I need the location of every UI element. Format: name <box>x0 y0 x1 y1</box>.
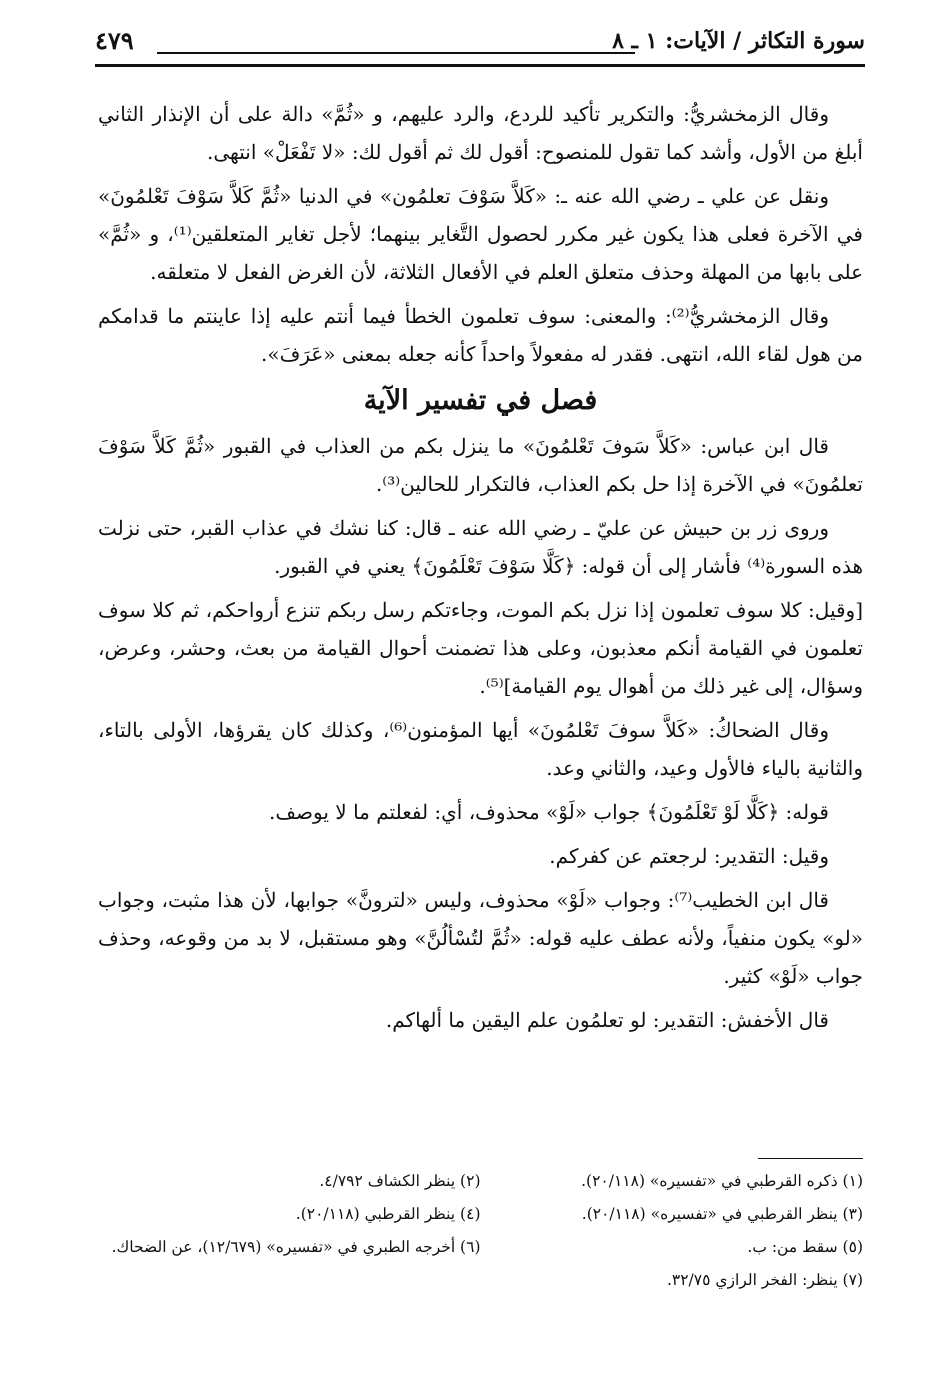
footnote-row <box>98 1264 863 1297</box>
paragraph: وقال الزمخشريُّ: والتكرير تأكيد للردع، والرد عليهم، و «ثُمَّ» دالة على أن الإنذار الثاني أبلغ من الأول، وأشد كما تقول للمنصوح: أقول لك ثم أقول لك: «لا تَفْعَلْ» انتهى. <box>98 102 863 164</box>
footnote: (١) ذكره القرطبي في «تفسيره» (٢٠/١١٨). <box>581 1172 863 1190</box>
paragraph: وقال الضحاكُ: «كَلاَّ سوفَ تَعْلمُونَ» أيها المؤمنون⁽⁶⁾، وكذلك كان يقرؤها، الأولى بالتاء، والثانية بالياء فالأول وعيد، والثاني وعد. <box>98 718 863 780</box>
footnote: (٣) ينظر القرطبي في «تفسيره» (٢٠/١١٨). <box>581 1205 863 1223</box>
paragraph: [وقيل: كلا سوف تعلمون إذا نزل بكم الموت، وجاءتكم رسل ربكم تنزع أرواحكم، ثم كلا سوف تعلمون في القيامة أنكم معذبون، وعلى هذا تضمنت أحوال القيامة من بعث، وحشر، وعرض، وسؤال، إلى غير ذلك من أهوال يوم القيامة]⁽⁵⁾. <box>98 598 863 698</box>
footnote: (٤) ينظر القرطبي (٢٠/١١٨). <box>295 1205 481 1223</box>
section-heading: فصل في تفسير الآية <box>363 385 598 416</box>
footnote: (٢) ينظر الكشاف ٤/٧٩٢. <box>319 1172 481 1190</box>
footnote-row <box>98 1165 863 1198</box>
page-body <box>98 95 863 1045</box>
footnote-row <box>98 1198 863 1231</box>
paragraph: قال ابن عباس: «كَلاَّ سَوفَ تَعْلمُونَ» ما ينزل بكم من العذاب في القبور «ثُمَّ كَلاَّ سَوْفَ تعلمُونَ» في الآخرة إذا حل بكم العذاب، فالتكرار للحالين⁽³⁾. <box>98 434 863 496</box>
header-underline <box>95 64 865 67</box>
paragraph: قال الأخفش: التقدير: لو تعلمُون علم اليقين ما ألهاكم. <box>385 1008 829 1032</box>
footnotes <box>98 1158 863 1297</box>
paragraph: وقال الزمخشريُّ⁽²⁾: والمعنى: سوف تعلمون الخطأ فيما أنتم عليه إذا عاينتم ما قدامكم من هول لقاء الله، انتهى. فقدر له مفعولاً واحداً كأنه جعله بمعنى «عَرَفَ». <box>98 304 863 366</box>
paragraph: ونقل عن علي ـ رضي الله عنه ـ: «كَلاَّ سَوْفَ تعلمُون» في الدنيا «ثُمَّ كَلاَّ سَوْفَ تَعْلمُونَ» في الآخرة فعلى هذا يكون غير مكرر لحصول التَّغاير بينهما؛ لأجل تغاير المتعلقين⁽¹⁾، و «ثُمَّ» على بابها من المهلة وحذف متعلق العلم في الأفعال الثلاثة، لأن الغرض الفعل لا متعلقه. <box>98 184 863 284</box>
footnote: (٧) ينظر: الفخر الرازي ٣٢/٧٥. <box>666 1271 863 1289</box>
paragraph: قال ابن الخطيب⁽⁷⁾: وجواب «لَوْ» محذوف، وليس «لترونَّ» جوابها، لأن هذا مثبت، وجواب «لو» يكون منفياً، ولأنه عطف عليه قوله: «ثُمَّ لتُسْألُنَّ» وهو مستقبل، لا بد من وقوعه، وحذف جواب «لَوْ» كثير. <box>98 888 863 988</box>
running-title: سورة التكاثر / الآيات: ١ ـ ٨ <box>612 28 865 54</box>
footnote-row <box>98 1231 863 1264</box>
paragraph: وقيل: التقدير: لرجعتم عن كفركم. <box>549 844 829 868</box>
footnote: (٥) سقط من: ب. <box>747 1238 863 1256</box>
header-rule <box>157 52 635 54</box>
paragraph: قوله: ﴿كَلَّا لَوْ تَعْلَمُونَ﴾ جواب «لَوْ» محذوف، أي: لفعلتم ما لا يوصف. <box>269 800 829 824</box>
paragraph: وروى زر بن حبيش عن عليّ ـ رضي الله عنه ـ قال: كنا نشك في عذاب القبر، حتى نزلت هذه السورة⁽⁴⁾ فأشار إلى أن قوله: ﴿كَلَّا سَوْفَ تَعْلَمُونَ﴾ يعني في القبور. <box>98 516 863 578</box>
footnote: (٦) أخرجه الطبري في «تفسيره» (١٢/٦٧٩)، عن الضحاك. <box>111 1238 481 1256</box>
footnote-separator <box>758 1158 863 1159</box>
footnote <box>98 1264 481 1297</box>
page-header <box>95 22 865 62</box>
page-number: ٤٧٩ <box>95 26 134 55</box>
